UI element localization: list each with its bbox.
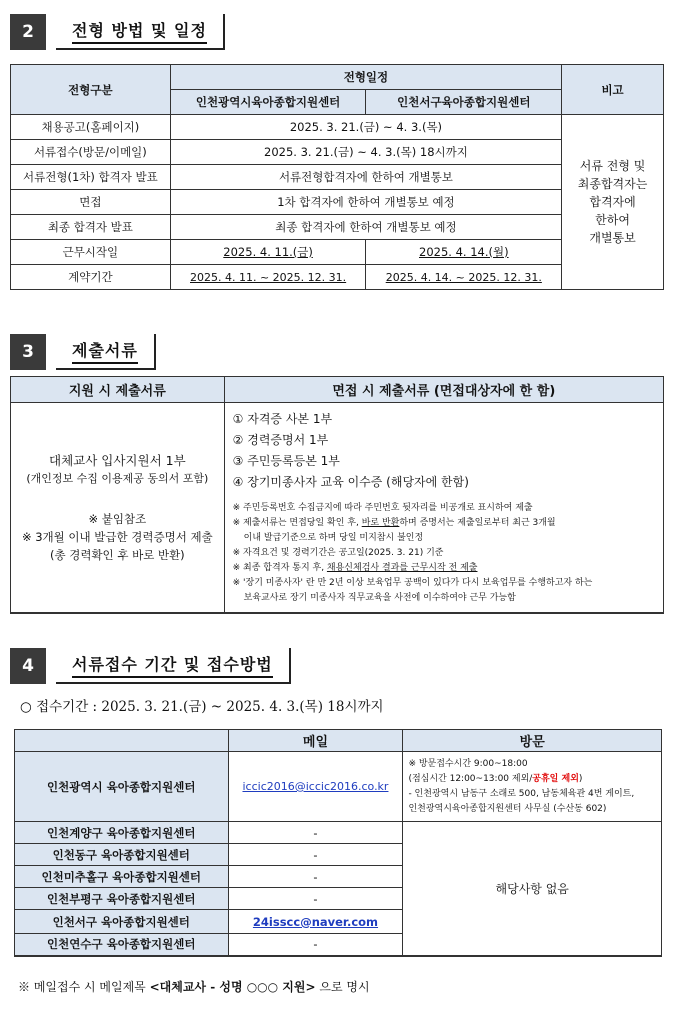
header-apply-docs: 지원 시 제출서류: [11, 377, 225, 403]
header-center-b: 인천서구육아종합지원센터: [366, 90, 562, 115]
email-link[interactable]: 24isscc@naver.com: [252, 914, 379, 929]
email-subject-note: ※ 메일접수 시 메일제목 <대체교사 - 성명 ○○○ 지원> 으로 명시: [18, 980, 370, 994]
header-schedule: 전형일정: [170, 65, 561, 90]
row-value: 최종 합격자에 한하여 개별통보 예정: [170, 215, 561, 240]
row-label: 근무시작일: [11, 240, 171, 265]
note-cell: 서류 전형 및 최종합격자는 합격자에 한하여 개별통보: [562, 115, 664, 290]
header-visit: 방문: [403, 730, 662, 752]
row-value: 2025. 3. 21.(금) ~ 4. 3.(목) 18시까지: [170, 140, 561, 165]
interview-docs-cell: [224, 403, 663, 614]
email-link[interactable]: iccic2016@iccic2016.co.kr: [242, 780, 389, 793]
row-value: 1차 합격자에 한하여 개별통보 예정: [170, 190, 561, 215]
mail-cell: -: [228, 844, 403, 866]
visit-info-cell: ※ 방문접수시간 9:00~18:00 (점심시간 12:00~13:00 제외/공휴일 제외) - 인천광역시 남동구 소래로 500, 남동체육관 4번 게이트, 인천광역시육아종합지원센터 사무실 (수산동 602): [403, 752, 662, 822]
section-number: 4: [10, 648, 46, 684]
center-name: 인천광역시 육아종합지원센터: [15, 752, 229, 822]
row-label: 계약기간: [11, 265, 171, 290]
row-value: 2025. 3. 21.(금) ~ 4. 3.(목): [170, 115, 561, 140]
schedule-table: [10, 64, 664, 290]
application-period: ○ 접수기간 : 2025. 3. 21.(금) ~ 2025. 4. 3.(목) 18시까지: [20, 699, 384, 715]
center-name: 인천계양구 육아종합지원센터: [15, 822, 229, 844]
center-name: 인천서구 육아종합지원센터: [15, 910, 229, 934]
header-note: 비고: [562, 65, 664, 115]
center-name: 인천미추홀구 육아종합지원센터: [15, 866, 229, 888]
row-label: 서류전형(1차) 합격자 발표: [11, 165, 171, 190]
note-line: 이내 발급기준으로 하며 당일 미지참시 불인정: [243, 533, 424, 543]
mail-cell: -: [228, 888, 403, 910]
header-category: 전형구분: [11, 65, 171, 115]
row-value: 서류전형합격자에 한하여 개별통보: [170, 165, 561, 190]
note-line: 보육교사로 장기 미종사자 직무교육을 사전에 이수하여야 근무 가능함: [243, 593, 516, 603]
mail-cell: [228, 752, 403, 822]
header-mail: 메일: [228, 730, 403, 752]
contract-period-a: 2025. 4. 11. ~ 2025. 12. 31.: [170, 265, 366, 290]
center-name: 인천연수구 육아종합지원센터: [15, 934, 229, 956]
apply-docs-cell: 대체교사 입사지원서 1부 (개인정보 수집 이용제공 동의서 포함) ※ 붙임참조 ※ 3개월 이내 발급한 경력증명서 제출 (총 경력확인 후 바로 반환): [11, 403, 225, 614]
row-label: 최종 합격자 발표: [11, 215, 171, 240]
mail-cell: [228, 910, 403, 934]
section-2-heading: [10, 14, 225, 50]
section-title: 서류접수 기간 및 접수방법: [56, 648, 291, 684]
note-line: ※ 주민등록번호 수집금지에 따라 주민번호 뒷자리를 비공개로 표시하여 제출: [232, 503, 533, 513]
visit-none-cell: 해당사항 없음: [403, 822, 662, 956]
note-line: ※ 자격요건 및 경력기간은 공고일(2025. 3. 21) 기준: [232, 548, 444, 558]
mail-cell: -: [228, 822, 403, 844]
note-line: ※ 제출서류는 면접당일 확인 후, 바로 반환하며 증명서는 제출일로부터 최근 3개월: [232, 518, 556, 528]
header-blank: [15, 730, 229, 752]
list-item: ④ 장기미종사자 교육 이수증 (해당자에 한함): [232, 475, 469, 489]
center-name: 인천부평구 육아종합지원센터: [15, 888, 229, 910]
contract-period-b: 2025. 4. 14. ~ 2025. 12. 31.: [366, 265, 562, 290]
start-date-a: 2025. 4. 11.(금): [170, 240, 366, 265]
documents-table: [10, 376, 664, 614]
list-item: ① 자격증 사본 1부: [232, 412, 333, 426]
mail-cell: -: [228, 866, 403, 888]
header-center-a: 인천광역시육아종합지원센터: [170, 90, 366, 115]
list-item: ② 경력증명서 1부: [232, 433, 329, 447]
list-item: ③ 주민등록등본 1부: [232, 454, 340, 468]
center-name: 인천동구 육아종합지원센터: [15, 844, 229, 866]
section-title: 전형 방법 및 일정: [56, 14, 225, 50]
note-line: ※ '장기 미종사자' 란 만 2년 이상 보육업무 공백이 있다가 다시 보육업무를 수행하고자 하는: [232, 578, 593, 588]
row-label: 채용공고(홈페이지): [11, 115, 171, 140]
row-label: 면접: [11, 190, 171, 215]
section-number: 2: [10, 14, 46, 50]
section-4-heading: [10, 648, 291, 684]
submission-table: [14, 729, 662, 957]
row-label: 서류접수(방문/이메일): [11, 140, 171, 165]
section-number: 3: [10, 334, 46, 370]
header-interview-docs: 면접 시 제출서류 (면접대상자에 한 함): [224, 377, 663, 403]
mail-cell: -: [228, 934, 403, 956]
start-date-b: 2025. 4. 14.(월): [366, 240, 562, 265]
note-line: ※ 최종 합격자 통지 후, 채용신체검사 결과를 근무시작 전 제출: [232, 563, 478, 573]
section-title: 제출서류: [56, 334, 156, 370]
section-3-heading: [10, 334, 156, 370]
